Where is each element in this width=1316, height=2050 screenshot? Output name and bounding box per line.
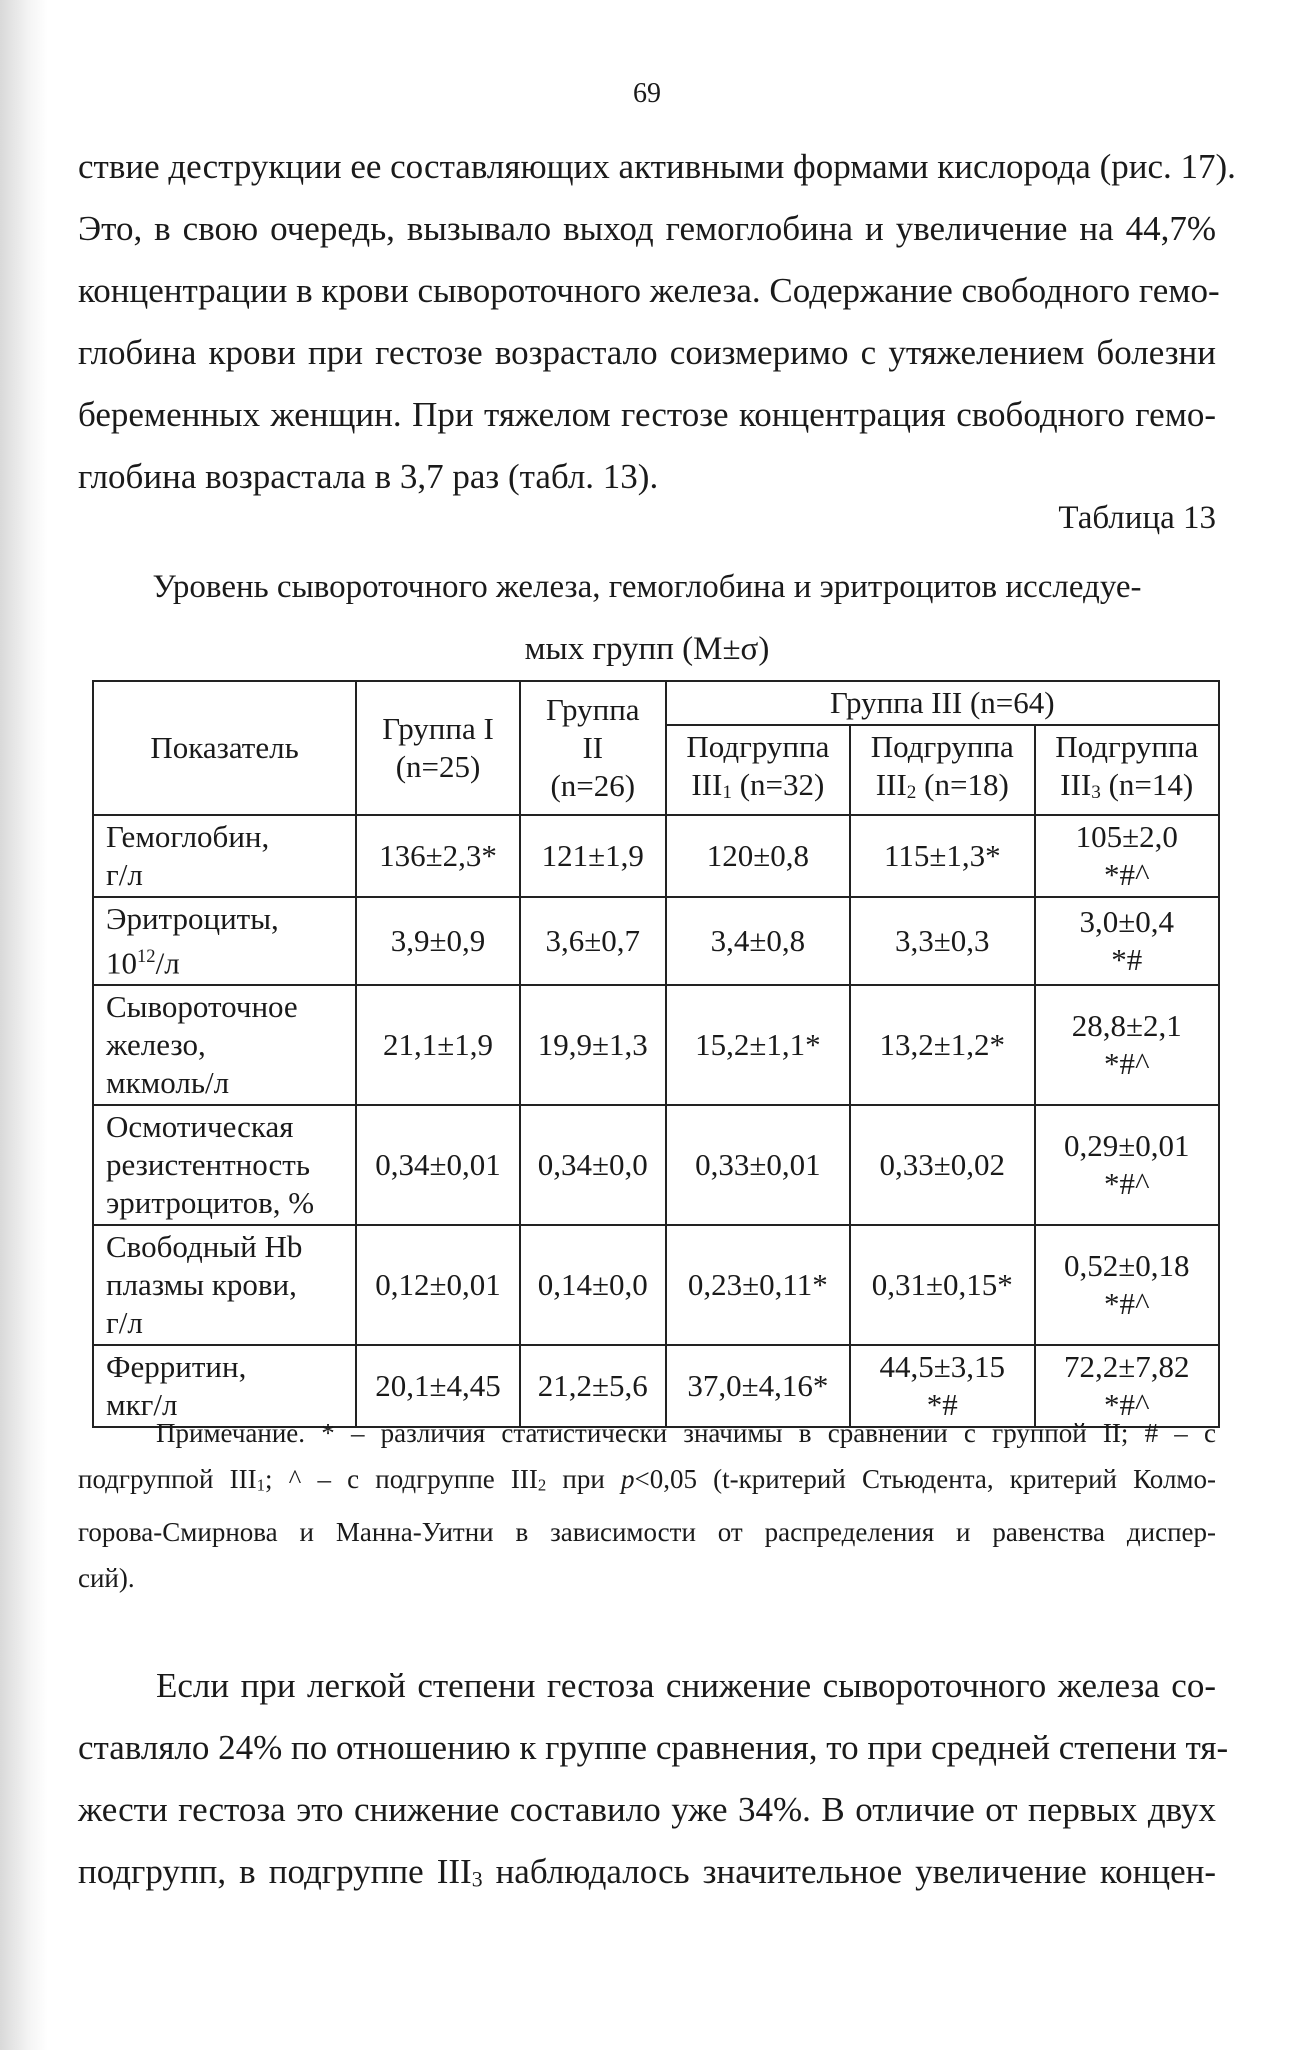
cell-subgroup-1: 3,4±0,8	[666, 897, 850, 985]
paragraph-line: концентрации в крови сывороточного железа. Содержание свободного гемо-	[78, 271, 1220, 310]
paragraph-line: Это, в свою очередь, вызывало выход гемоглобина и увеличение на 44,7%	[78, 209, 1216, 248]
paragraph-line: беременных женщин. При тяжелом гестозе концентрация свободного гемо-	[78, 395, 1216, 434]
row-name: Эритроциты, $10^{12}/л$	[93, 897, 356, 985]
page-number: 69	[633, 78, 661, 109]
cell-group-2: 0,14±0,0	[520, 1225, 666, 1345]
table-row-osmotic-resistance	[93, 1105, 1219, 1225]
paragraph-1	[78, 136, 1236, 508]
cell-subgroup-1: 0,33±0,01	[666, 1105, 850, 1225]
table-title-line: мых групп (M±σ)	[524, 631, 770, 667]
table-title	[78, 556, 1216, 680]
cell-group-1: 0,12±0,01	[356, 1225, 520, 1345]
table-row-erythrocytes	[93, 897, 1219, 985]
cell-subgroup-3: 0,52±0,18 *#^	[1035, 1225, 1219, 1345]
note-line: сий).	[78, 1562, 135, 1593]
paragraph-line: жести гестоза это снижение составило уже 34%. В отличие от первых двух	[78, 1790, 1216, 1829]
cell-group-2: 121±1,9	[520, 815, 666, 897]
header-subgroup-3: Подгруппа $III_3$ (n=14)	[1035, 725, 1219, 815]
table-row-free-hb	[93, 1225, 1219, 1345]
paragraph-line: глобина крови при гестозе возрастало соизмеримо с утяжелением болезни	[78, 333, 1216, 372]
cell-subgroup-3: 72,2±7,82 *#^	[1035, 1345, 1219, 1427]
cell-group-1: 3,9±0,9	[356, 897, 520, 985]
cell-subgroup-2: 0,31±0,15*	[850, 1225, 1034, 1345]
table-row-hemoglobin	[93, 815, 1219, 897]
table-note	[78, 1410, 1216, 1601]
cell-subgroup-3: 28,8±2,1 *#^	[1035, 985, 1219, 1105]
table-row-serum-iron	[93, 985, 1219, 1105]
cell-subgroup-1: 37,0±4,16*	[666, 1345, 850, 1427]
cell-subgroup-1: 0,23±0,11*	[666, 1225, 850, 1345]
cell-group-2: 0,34±0,0	[520, 1105, 666, 1225]
cell-group-2: 19,9±1,3	[520, 985, 666, 1105]
header-indicator: Показатель	[93, 681, 356, 815]
table-label: Таблица 13	[1058, 500, 1216, 536]
cell-subgroup-3: 0,29±0,01 *#^	[1035, 1105, 1219, 1225]
cell-group-1: 21,1±1,9	[356, 985, 520, 1105]
cell-subgroup-1: 120±0,8	[666, 815, 850, 897]
cell-group-2: 21,2±5,6	[520, 1345, 666, 1427]
header-group-2: Группа II (n=26)	[520, 681, 666, 815]
table-title-line: Уровень сывороточного железа, гемоглобина и эритроцитов исследуе-	[152, 569, 1142, 605]
header-subgroup-2: Подгруппа $III_2$ (n=18)	[850, 725, 1034, 815]
row-name: Ферритин, мкг/л	[93, 1345, 356, 1427]
row-name: Сывороточное железо, мкмоль/л	[93, 985, 356, 1105]
row-name: Осмотическая резистентность эритроцитов, %	[93, 1105, 356, 1225]
data-table	[92, 680, 1220, 1428]
paragraph-line: ствие деструкции ее составляющих активными формами кислорода (рис. 17).	[78, 147, 1236, 186]
cell-subgroup-2: 3,3±0,3	[850, 897, 1034, 985]
paragraph-line: ставляло 24% по отношению к группе сравнения, то при средней степени тя-	[78, 1728, 1229, 1767]
cell-group-2: 3,6±0,7	[520, 897, 666, 985]
paragraph-line: Если при легкой степени гестоза снижение сывороточного железа со-	[156, 1666, 1216, 1705]
header-subgroup-1: Подгруппа $III_1$ (n=32)	[666, 725, 850, 815]
header-group-1: Группа I (n=25)	[356, 681, 520, 815]
paragraph-line: глобина возрастала в 3,7 раз (табл. 13).	[78, 457, 659, 496]
cell-subgroup-3: 3,0±0,4 *#	[1035, 897, 1219, 985]
cell-subgroup-2: 115±1,3*	[850, 815, 1034, 897]
header-group-3: Группа III (n=64)	[666, 681, 1219, 725]
cell-group-1: 136±2,3*	[356, 815, 520, 897]
cell-subgroup-1: 15,2±1,1*	[666, 985, 850, 1105]
cell-subgroup-2: 44,5±3,15 *#	[850, 1345, 1034, 1427]
cell-group-1: 0,34±0,01	[356, 1105, 520, 1225]
note-line: подгруппой $III_1$; ^ – с подгруппе $III_2$ при p<0,05 (t-критерий Стьюдента, критерий Колмо-	[78, 1464, 1216, 1495]
cell-subgroup-3: 105±2,0 *#^	[1035, 815, 1219, 897]
table-header-row	[93, 681, 1219, 725]
scan-edge-shadow	[0, 0, 48, 2050]
note-line: горова-Смирнова и Манна-Уитни в зависимости от распределения и равенства диспер-	[78, 1516, 1216, 1547]
cell-group-1: 20,1±4,45	[356, 1345, 520, 1427]
note-line: Примечание. * – различия статистически значимы в сравнении с группой II; # – с	[156, 1418, 1216, 1448]
paragraph-line: подгрупп, в подгруппе $III_3$ наблюдалось значительное увеличение концен-	[78, 1852, 1216, 1892]
paragraph-2	[78, 1655, 1229, 1910]
row-name: Свободный Hb плазмы крови, г/л	[93, 1225, 356, 1345]
row-name: Гемоглобин, г/л	[93, 815, 356, 897]
cell-subgroup-2: 0,33±0,02	[850, 1105, 1034, 1225]
cell-subgroup-2: 13,2±1,2*	[850, 985, 1034, 1105]
